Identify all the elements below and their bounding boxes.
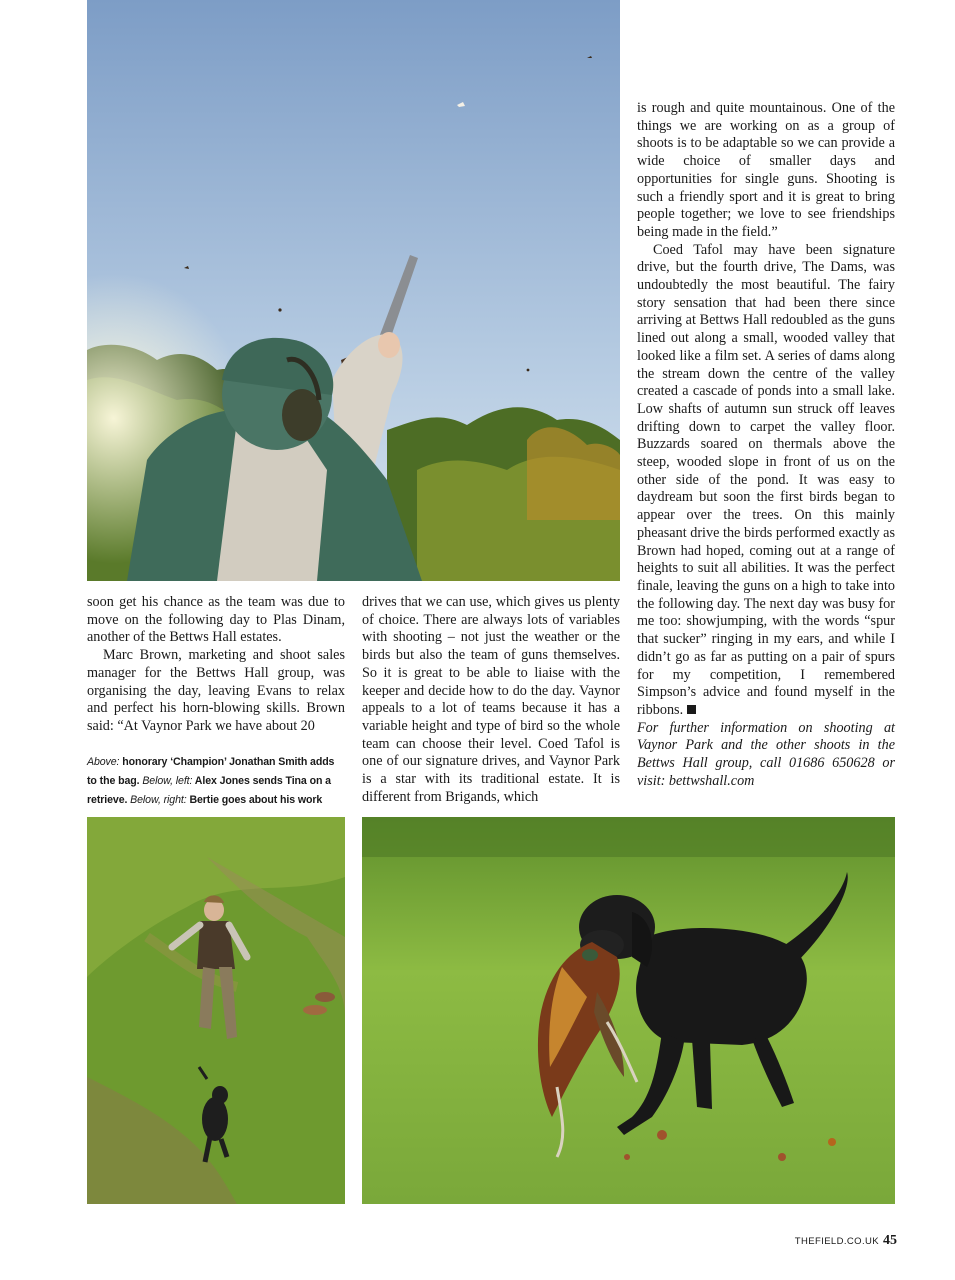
article-column-left bbox=[87, 594, 345, 736]
page-number: 45 bbox=[883, 1233, 897, 1248]
caption-text: Bertie goes about his work bbox=[189, 794, 323, 806]
article-column-right bbox=[637, 100, 895, 790]
paragraph: soon get his chance as the team was due to move on the following day to Plas Dinam, another of the Bettws Hall estates. bbox=[87, 594, 345, 646]
paragraph: is rough and quite mountainous. One of the things we are working on as a group of shoots is to be adaptable so we can provide a wide choice of smaller days and opportunities for single guns. Shooting is such a friendly sport and it is great to bring people together; we love to see friendships being made in the field.” bbox=[637, 100, 895, 240]
article-column-middle bbox=[362, 594, 620, 806]
end-mark-icon bbox=[687, 705, 696, 714]
site-name: THEFIELD.CO.UK bbox=[794, 1236, 879, 1247]
paragraph: drives that we can use, which gives us plenty of choice. There are always lots of variables with shooting – not just the weather or the birds but also the team of guns themselves. So it is great to be able to liaise with the keeper and decide how to do the day. Vaynor appeals to a lot of teams because it has a variable height and type of bird so the whole team can choose their level. Coed Tafol is one of our signature drives, and Vaynor Park is a star with its traditional estate. It is different from Brigands, which bbox=[362, 594, 620, 805]
photo-caption bbox=[87, 753, 342, 810]
caption-text: honorary ‘Champion’ Jonathan Smith adds to the bag. bbox=[87, 756, 335, 787]
info-note: For further information on shooting at Vaynor Park and the other shoots in the Bettws Hall group, call 01686 650628 or visit: bettwshall.com bbox=[637, 719, 895, 789]
photo-retrieve bbox=[87, 817, 345, 1204]
photo-dog-pheasant bbox=[362, 817, 895, 1204]
paragraph-text: Coed Tafol may have been signature drive, but the fourth drive, The Dams, was undoubtedly the most beautiful. The fairy story sensation that had been there since arriving at Bettws Hall redoubled as the guns lined out along a small, wooded valley that looked like a film set. A series of dams along the stream down the centre of the valley created a cascade of ponds into a small lake. Low shafts of autumn sun struck off leaves drifting down to carpet the valley floor. Buzzards soared on thermals above the steep, wooded slope in front of us on the other side of the pond. It was easy to daydream but soon the first birds began to appear over the trees. On this mainly pheasant drive the birds performed exactly as Brown had hoped, coming out at a range of heights to suit all abilities. It was the perfect finale, leaving the guns on a high to take into the following day. The next day was busy for me too: showjumping, with the words “spur that sucker” ringing in my ears, and while I didn’t go as far as putting on a pair of spurs for my competition, I remembered Simpson’s advice and found myself in the ribbons. bbox=[637, 241, 895, 718]
page-footer bbox=[795, 1233, 897, 1249]
paragraph: Marc Brown, marketing and shoot sales manager for the Bettws Hall group, was organising the day, leaving Evans to relax and perfect his horn-blowing skills. Brown said: “At Vaynor Park we have about 20 bbox=[87, 647, 345, 734]
caption-label: Above: bbox=[87, 756, 120, 768]
paragraph bbox=[637, 242, 895, 720]
photo-shooter bbox=[87, 0, 620, 581]
caption-text: Alex Jones sends Tina on a retrieve. bbox=[87, 775, 331, 806]
caption-label: Below, right: bbox=[130, 794, 187, 806]
caption-label: Below, left: bbox=[142, 775, 193, 787]
